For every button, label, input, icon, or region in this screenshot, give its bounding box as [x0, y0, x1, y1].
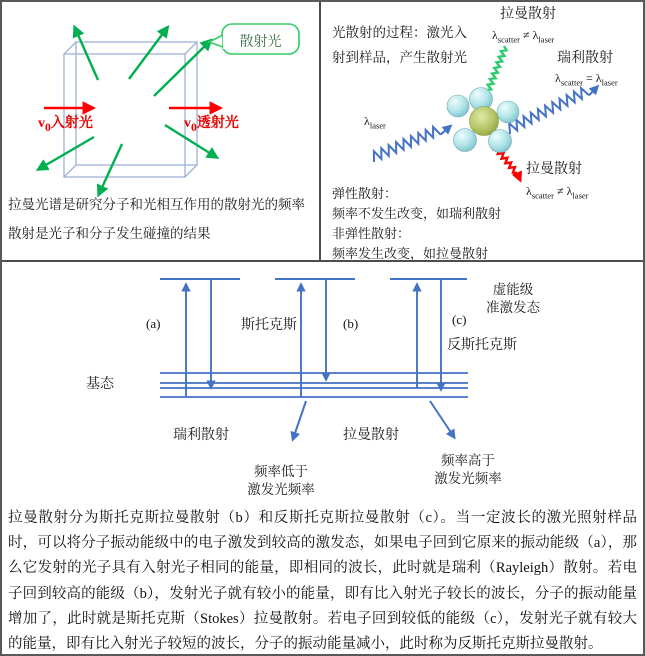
label-raman-scattering: 拉曼散射 — [343, 428, 399, 443]
inelastic-desc: 频率发生改变，如拉曼散射 — [332, 246, 489, 261]
elastic-title: 弹性散射： — [332, 186, 398, 201]
cube-wireframe — [64, 42, 197, 177]
label-virtual-level: 虚能级 准激发态 — [486, 282, 540, 315]
elastic-desc: 频率不发生改变，如瑞利散射 — [332, 206, 502, 221]
laser-wavelength-label: $\lambda_{laser}$ — [364, 114, 386, 131]
molecule — [447, 88, 519, 153]
elastic-inelastic-notes — [332, 184, 501, 264]
label-stokes: 斯托克斯 — [241, 318, 297, 333]
rayleigh-zigzag-arrow — [506, 81, 599, 134]
raman-top-label: 拉曼散射 — [500, 7, 556, 22]
arrow-antistokes-out — [430, 401, 454, 437]
inelastic-title: 非弹性散射： — [332, 226, 411, 241]
transmitted-light-label: $v_0$透射光 — [184, 116, 239, 134]
raman-bottom-formula: $\lambda_{scatter} \ne \lambda_{laser}$ — [526, 184, 589, 201]
label-anti-stokes: 反斯托克斯 — [447, 338, 517, 353]
rayleigh-formula: $\lambda_{scatter} = \lambda_{laser}$ — [555, 71, 618, 88]
label-a: (a) — [146, 316, 161, 331]
panel-scatter-process — [321, 2, 643, 260]
scattered-light-bubble-label: 散射光 — [239, 35, 282, 50]
ground-state-lines — [160, 373, 468, 397]
raman-top-formula: $\lambda_{scatter} \ne \lambda_{laser}$ — [492, 28, 555, 45]
incident-light-label: $v_0$入射光 — [38, 116, 93, 134]
process-intro-line2: 射到样品，产生散射光 — [332, 50, 467, 65]
caption-raman-spectrum: 拉曼光谱是研究分子和光相互作用的散射光的频率 — [8, 197, 305, 212]
rayleigh-label: 瑞利散射 — [557, 51, 613, 66]
panel-scatter-box — [2, 2, 321, 260]
raman-bottom-label: 拉曼散射 — [526, 162, 582, 177]
panel-energy-levels — [2, 260, 643, 656]
label-rayleigh-scattering: 瑞利散射 — [173, 428, 229, 443]
label-ground-state: 基态 — [86, 377, 114, 392]
process-intro-line1: 光散射的过程：激光入 — [332, 25, 467, 40]
label-freq-higher: 频率高于 激发光频率 — [434, 453, 502, 486]
label-c: (c) — [452, 312, 467, 327]
process-intro — [332, 20, 467, 70]
explanatory-paragraph: 拉曼散射分为斯托克斯拉曼散射（b）和反斯托克斯拉曼散射（c）。当一定波长的激光照射样品时，可以将分子振动能级中的电子激发到较高的激发态，如果电子回到它原来的振动能级（a），那么它发射的光子具有入射光子相同的能量，即相同的波长，此时就是瑞利（Rayleigh）散射。若电子回到较高的能级（b），发射光子就有较小的能量，即有比入射光子较长的波长，分子的振动能量增加了，此时就是斯托克斯（Stokes）拉曼散射。若电子回到较低的能级（c），发射光子就有较大的能量，即有比入射光子较短的波长，分子的振动能量减小，此时称为反斯托克斯拉曼散射。 — [8, 510, 637, 653]
label-b: (b) — [343, 316, 359, 331]
label-freq-lower: 频率低于 激发光频率 — [247, 464, 315, 497]
transition-arrows — [186, 279, 441, 397]
caption-scattering-collision: 散射是光子和分子发生碰撞的结果 — [8, 226, 211, 241]
arrow-stokes-out — [293, 401, 306, 439]
